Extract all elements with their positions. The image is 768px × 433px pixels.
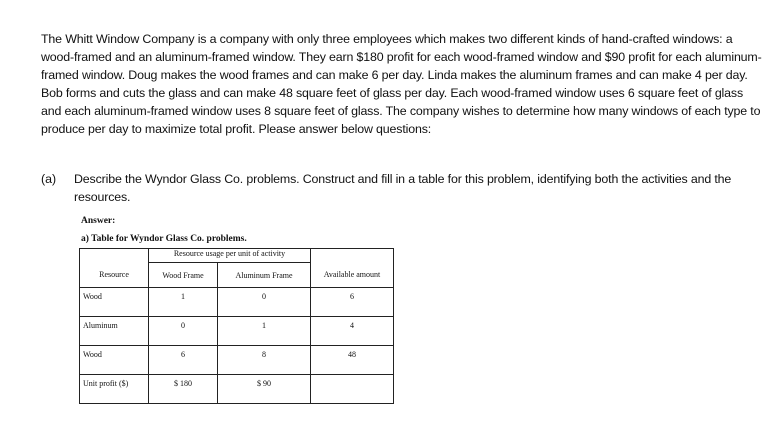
row-aluminum-frame-value: 1 (218, 317, 311, 346)
blank-cell (311, 249, 394, 263)
row-resource: Wood (80, 346, 149, 375)
resource-table (79, 248, 394, 404)
row-resource: Aluminum (80, 317, 149, 346)
row-aluminum-frame-value: 0 (218, 288, 311, 317)
table-row (80, 317, 394, 346)
row-wood-frame-value: 1 (149, 288, 218, 317)
header-wood-frame: Wood Frame (149, 263, 218, 288)
header-resource: Resource (80, 263, 149, 288)
problem-statement: The Whitt Window Company is a company with only three employees which makes two different kinds of hand-crafted windows: a wood-framed and an aluminum-framed window. They earn $180 profit for each wood-framed window and $90 profit for each aluminum-framed window. Doug makes the wood frames and can make 6 per day. Linda makes the aluminum frames and can make 4 per day. Bob forms and cuts the glass and can make 48 square feet of glass per day. Each wood-framed window uses 6 square feet of glass and each aluminum-framed window uses 8 square feet of glass. The company wishes to determine how many windows of each type to produce per day to maximize total profit. Please answer below questions: (41, 32, 762, 136)
row-resource: Wood (80, 288, 149, 317)
header-aluminum-frame: Aluminum Frame (218, 263, 311, 288)
row-wood-frame-value: 6 (149, 346, 218, 375)
row-aluminum-frame-value: 8 (218, 346, 311, 375)
row-available-amount: 4 (311, 317, 394, 346)
row-aluminum-frame-value: $ 90 (218, 375, 311, 404)
blank-cell (80, 249, 149, 263)
row-resource: Unit profit ($) (80, 375, 149, 404)
row-wood-frame-value: 0 (149, 317, 218, 346)
table-row (80, 288, 394, 317)
row-available-amount: 6 (311, 288, 394, 317)
row-available-amount (311, 375, 394, 404)
row-available-amount: 48 (311, 346, 394, 375)
table-header-row (80, 263, 394, 288)
question-text: Describe the Wyndor Glass Co. problems. Construct and fill in a table for this problem, identifying both the activities and the resources. (74, 172, 732, 204)
table-title: a) Table for Wyndor Glass Co. problems. (81, 234, 247, 244)
table-row (80, 346, 394, 375)
span-header: Resource usage per unit of activity (149, 249, 311, 263)
table-span-header-row (80, 249, 394, 263)
question-label: (a) (41, 172, 57, 186)
answer-label: Answer: (81, 216, 116, 226)
header-available-amount: Available amount (311, 263, 394, 288)
table-row (80, 375, 394, 404)
row-wood-frame-value: $ 180 (149, 375, 218, 404)
